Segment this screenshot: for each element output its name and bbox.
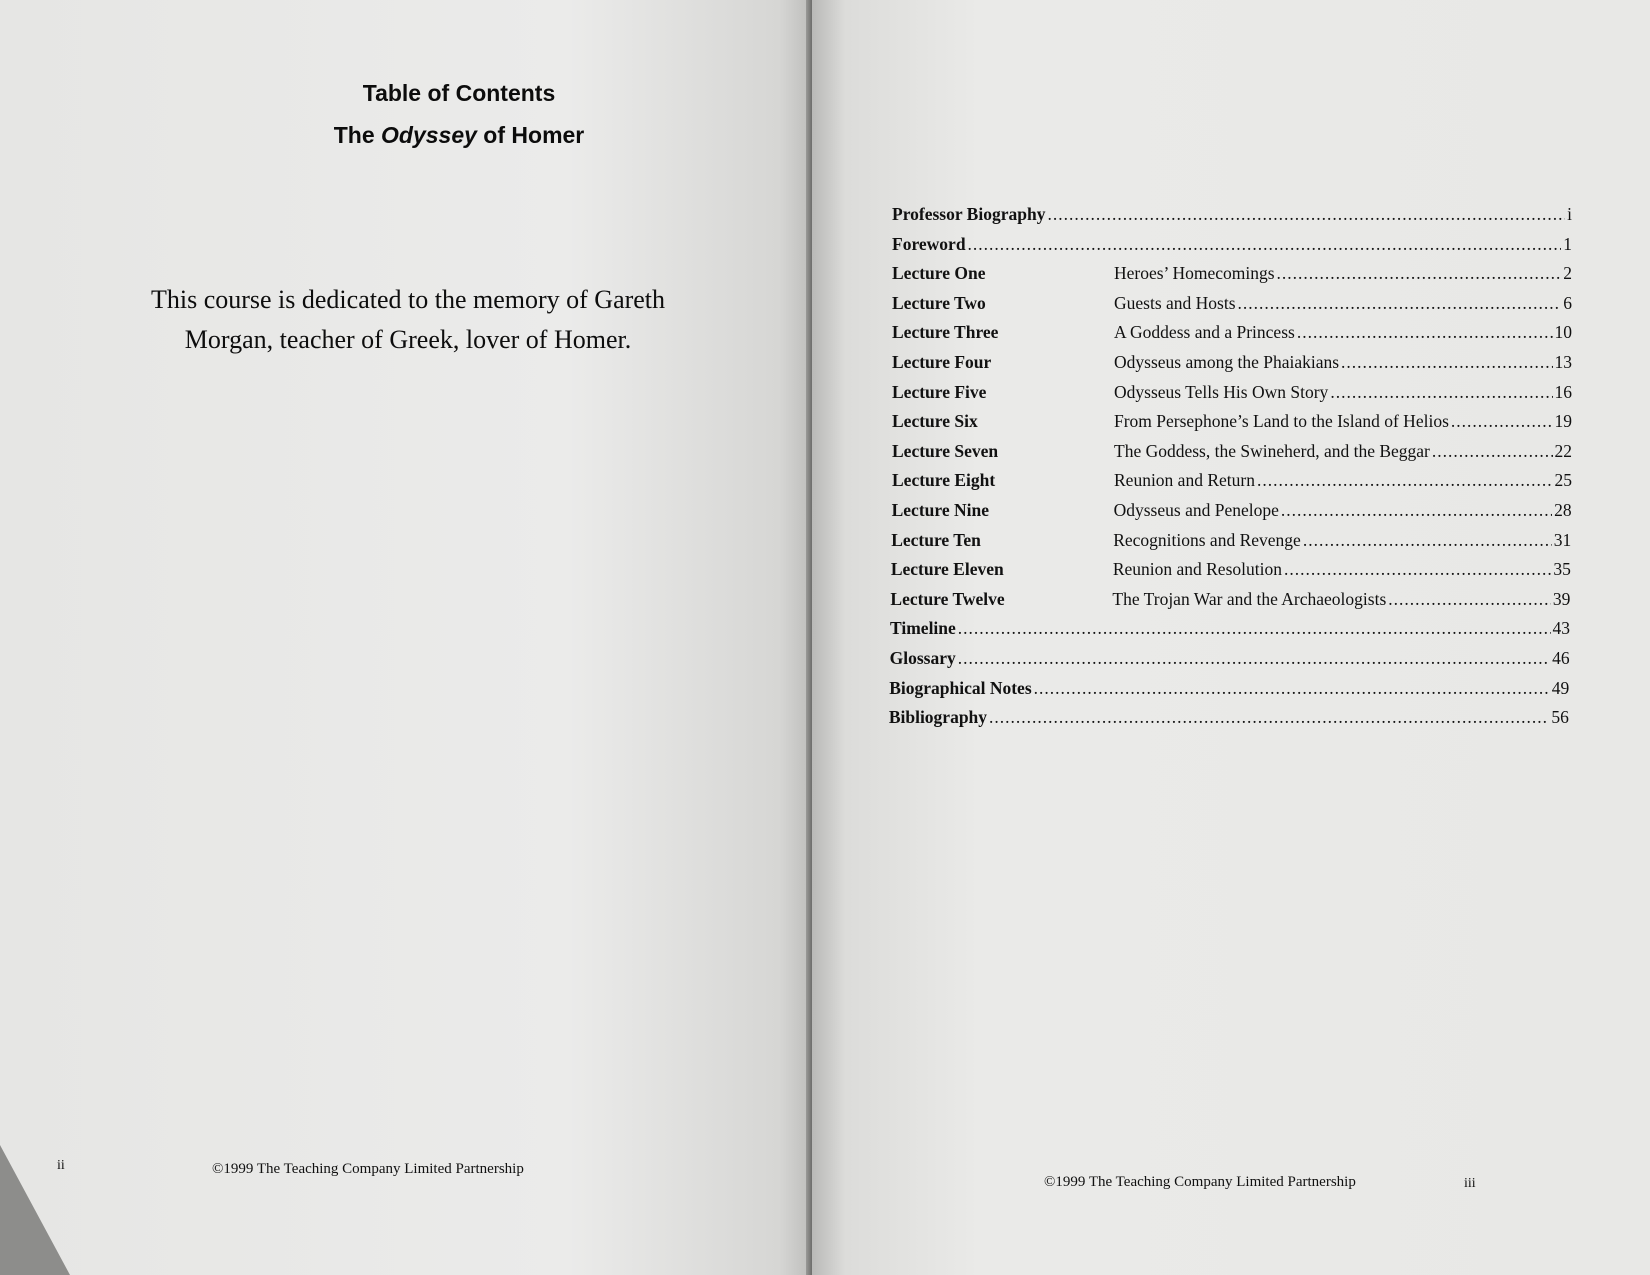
toc-entry <box>892 263 1572 287</box>
toc-entry-page: 16 <box>1554 381 1572 402</box>
toc-entry-label: Lecture Five <box>892 381 987 402</box>
toc-dot-leader <box>968 234 1562 255</box>
toc-dot-leader <box>1303 530 1552 551</box>
toc-entry-title: Heroes’ Homecomings <box>1114 263 1275 284</box>
toc-dot-leader <box>1047 204 1565 225</box>
toc-entry <box>892 234 1572 258</box>
toc-entry-title: Odysseus among the Phaiakians <box>1114 352 1340 372</box>
toc-entry-page: 1 <box>1563 233 1572 254</box>
toc-dot-leader <box>958 648 1550 669</box>
toc-entry-page: 19 <box>1554 411 1572 432</box>
toc-entry <box>890 589 1570 613</box>
toc-entry-title: Odysseus Tells His Own Story <box>1114 381 1329 402</box>
toc-entry <box>889 678 1569 702</box>
toc-dot-leader <box>958 618 1551 639</box>
toc-entry <box>892 441 1572 465</box>
toc-entry-label: Bibliography <box>888 707 988 728</box>
toc-entry <box>890 618 1570 642</box>
left-page-number: ii <box>57 1158 65 1173</box>
toc-entry <box>891 530 1571 554</box>
toc-dot-leader <box>1257 470 1553 491</box>
toc-entry-label: Lecture Nine <box>891 500 989 520</box>
toc-entry-label: Lecture Twelve <box>890 588 1005 609</box>
toc-entry <box>890 648 1570 672</box>
toc-entry-label: Timeline <box>890 618 956 639</box>
toc-entry-page: 39 <box>1552 588 1571 609</box>
toc-entry-title: The Trojan War and the Archaeologists <box>1112 588 1387 609</box>
toc-entry <box>889 707 1569 731</box>
toc-entry-title: From Persephone’s Land to the Island of Helios <box>1114 411 1449 432</box>
toc-entry-label: Lecture Ten <box>891 529 981 550</box>
toc-entry-label: Professor Biography <box>892 204 1046 224</box>
toc-dot-leader <box>1330 382 1552 403</box>
toc-entry <box>892 293 1572 317</box>
toc-dot-leader <box>1277 263 1562 284</box>
right-copyright: ©1999 The Teaching Company Limited Partnership <box>1044 1174 1356 1190</box>
toc-entry-title: Recognitions and Revenge <box>1113 529 1301 550</box>
toc-entry-title: Guests and Hosts <box>1114 292 1236 313</box>
toc-entry-title: Odysseus and Penelope <box>1113 500 1279 520</box>
subtitle-prefix: The <box>333 122 382 148</box>
toc-entry-page: 35 <box>1553 559 1571 580</box>
toc-entry <box>892 204 1572 228</box>
toc-entry-page: 13 <box>1554 352 1572 372</box>
toc-entry-label: Lecture Eight <box>892 470 996 491</box>
toc-entry-page: 43 <box>1552 618 1570 639</box>
toc-entry <box>892 382 1572 406</box>
toc-entry-label: Lecture Three <box>892 322 999 343</box>
toc-entry-label: Lecture Four <box>892 352 992 372</box>
toc-entry <box>892 411 1572 435</box>
toc-entry <box>892 352 1572 376</box>
toc-entry-page: i <box>1567 204 1572 224</box>
toc-entry <box>892 322 1572 346</box>
toc-entry-title: A Goddess and a Princess <box>1114 322 1295 343</box>
right-page-number: iii <box>1464 1176 1476 1191</box>
toc-entry-page: 31 <box>1553 529 1572 550</box>
toc-entry-page: 28 <box>1554 500 1572 520</box>
toc-entry-page: 2 <box>1563 263 1572 284</box>
toc-dot-leader <box>1341 352 1552 373</box>
toc-dot-leader <box>1388 589 1551 610</box>
toc-dot-leader <box>1297 322 1553 343</box>
toc-entry-title: Reunion and Resolution <box>1112 559 1282 580</box>
left-page <box>0 0 812 1275</box>
toc-entry-label: Biographical Notes <box>889 677 1032 698</box>
toc-dot-leader <box>1034 678 1550 699</box>
toc-entry-label: Glossary <box>889 648 956 668</box>
toc-entry-page: 56 <box>1551 707 1569 728</box>
toc-entry-page: 25 <box>1554 470 1572 491</box>
toc-entry-page: 6 <box>1563 292 1572 313</box>
toc-subheading <box>40 122 878 149</box>
toc-entry <box>891 559 1571 583</box>
toc-entry-label: Lecture One <box>892 263 986 284</box>
toc-entry-title: Reunion and Return <box>1114 470 1255 491</box>
toc-dot-leader <box>989 707 1549 728</box>
toc-entry-label: Lecture Eleven <box>890 559 1004 580</box>
toc-entry-page: 22 <box>1554 440 1572 461</box>
toc-entry-page: 10 <box>1554 322 1572 343</box>
toc-dot-leader <box>1238 293 1562 314</box>
toc-entry-label: Lecture Seven <box>892 440 999 461</box>
toc-heading: Table of Contents <box>362 80 556 106</box>
toc-entry-page: 46 <box>1552 648 1570 668</box>
toc-dot-leader <box>1432 441 1553 462</box>
toc-dot-leader <box>1281 500 1552 521</box>
toc-entry <box>892 500 1572 524</box>
toc-entry-label: Lecture Two <box>892 292 986 313</box>
toc-entry <box>892 470 1572 494</box>
toc-entry-label: Lecture Six <box>892 411 978 432</box>
left-copyright: ©1999 The Teaching Company Limited Partnership <box>212 1161 524 1177</box>
dedication-text: This course is dedicated to the memory of Gareth Morgan, teacher of Greek, lover of Homer. <box>150 285 666 354</box>
folded-corner <box>0 1145 70 1275</box>
toc-entry-label: Foreword <box>892 233 966 254</box>
subtitle-italic: Odyssey <box>381 122 477 148</box>
toc-dot-leader <box>1451 411 1553 432</box>
subtitle-suffix: of Homer <box>476 122 585 148</box>
toc-dot-leader <box>1284 559 1551 580</box>
toc-entry-title: The Goddess, the Swineherd, and the Beggar <box>1114 440 1430 461</box>
toc-entry-page: 49 <box>1551 677 1570 698</box>
